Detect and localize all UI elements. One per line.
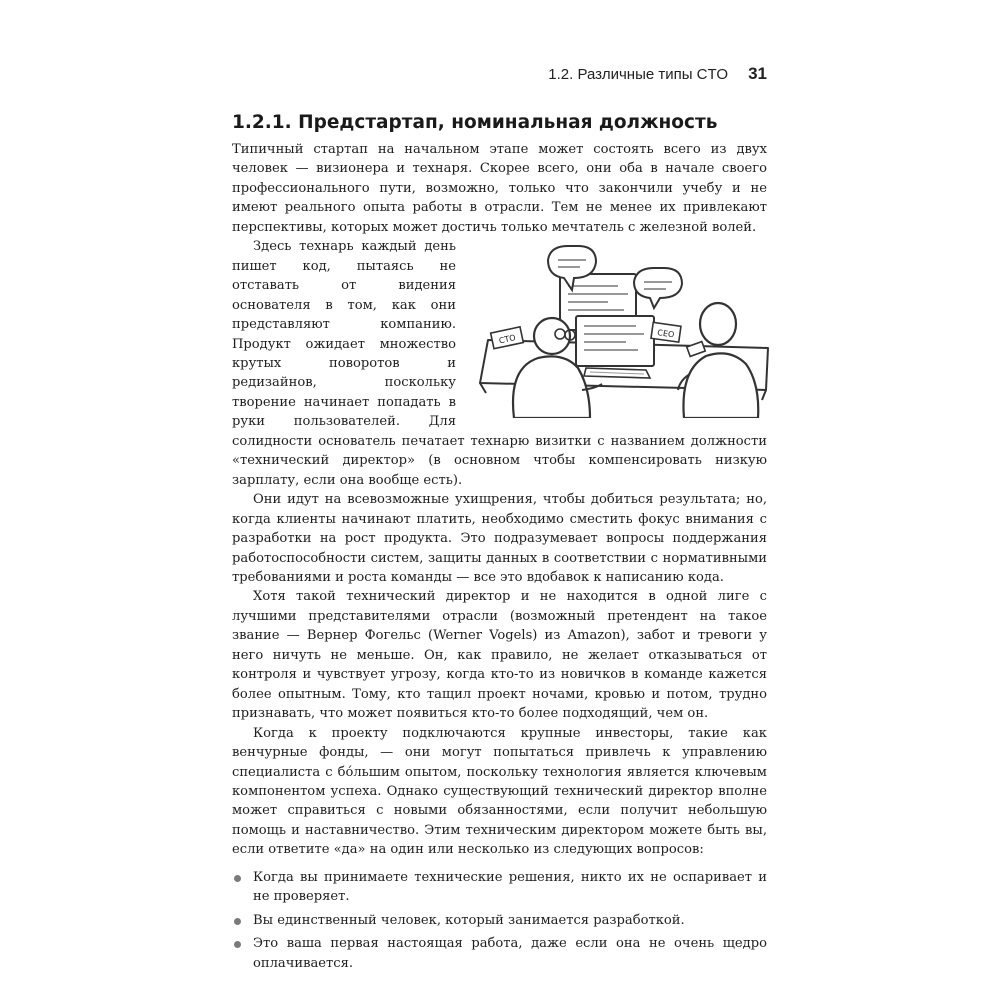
paragraph-3: Они идут на всевозможные ухищрения, чтобы добиться результата; но, когда клиенты начинают платить, необходимо сместить фокус внимания с разработки на рост продукта. Это подразумевает вопросы поддержания работоспособности систем, защиты данных в соответствии с нормативными требованиями и роста команды — все это вдобавок к написанию кода. (232, 492, 767, 585)
speech-bubble-right (634, 268, 682, 308)
body-text (232, 140, 767, 977)
list-item (232, 934, 767, 973)
paragraph-4: Хотя такой технический директор и не находится в одной лиге с лучшими представителями отрасли (возможный претендент на такое звание — Вернер Фогельс (Werner Vogels) из Amazon), забот и тревоги у него ничуть не меньше. Он, как правило, не желает отказываться от контроля и чувствует угрозу, когда кто-то из новичков в команде кажется более опытным. Тому, кто тащил проект ночами, кровью и потом, трудно признавать, что может появиться кто-то более подходящий, чем он. (232, 589, 767, 722)
cto-ceo-desk-illustration (468, 240, 773, 418)
bullet-icon (234, 941, 241, 948)
paragraph-5: Когда к проекту подключаются крупные инвесторы, такие как венчурные фонды, — они могут попытаться привлечь к управлению специалиста с бо́льшим опытом, поскольку технология является ключевым компонентом успеха. Однако существующий технический директор вполне может справиться с новыми обязанностями, если получит небольшую помощь и наставничество. Этим техническим директором можете быть вы, если ответите «да» на один или несколько из следующих вопросов: (232, 725, 767, 858)
front-monitor (576, 316, 654, 366)
list-item-text: Вы единственный человек, который занимается разработкой. (253, 912, 685, 928)
page-number: 31 (748, 64, 767, 83)
card-label-right: CEO (656, 328, 675, 340)
running-header-title: 1.2. Различные типы CTO (548, 66, 729, 83)
list-item-text: Это ваша первая настоящая работа, даже если она не очень щедро оплачивается. (253, 936, 767, 971)
list-item (232, 868, 767, 907)
bullet-icon (234, 918, 241, 925)
paragraph-1: Типичный стартап на начальном этапе может состоять всего из двух человек — визионера и технаря. Скорее всего, они оба в начале своего профессионального пути, возможно, только что закончили учебу и не имеют реального опыта работы в отрасли. Тем не менее их привлекают перспективы, которых может достичь только мечтатель с железной волей. (232, 142, 767, 235)
running-header (232, 64, 767, 84)
bullet-icon (234, 875, 241, 882)
illustration (468, 240, 773, 418)
section-title: 1.2.1. Предстартап, номинальная должность (232, 112, 718, 133)
list-item-text: Когда вы принимаете технические решения, никто их не оспаривает и не проверяет. (253, 869, 767, 905)
paragraph-2: Здесь технарь каждый день пишет код, пытаясь не отставать от видения основателя в том, как они представляют компанию. Продукт ожидает множество крутых поворотов и редизайнов, поскольку творение начинает попадать в руки пользователей. Для солидности основатель печатает технарю визитки с названием должности «технический директор» (в основном чтобы компенсировать низкую зарплату, если она вообще есть). (232, 239, 767, 488)
list-item (232, 911, 767, 930)
name-card-right (651, 323, 681, 343)
card-label-left: CTO (498, 333, 517, 346)
bullet-list (232, 868, 767, 973)
